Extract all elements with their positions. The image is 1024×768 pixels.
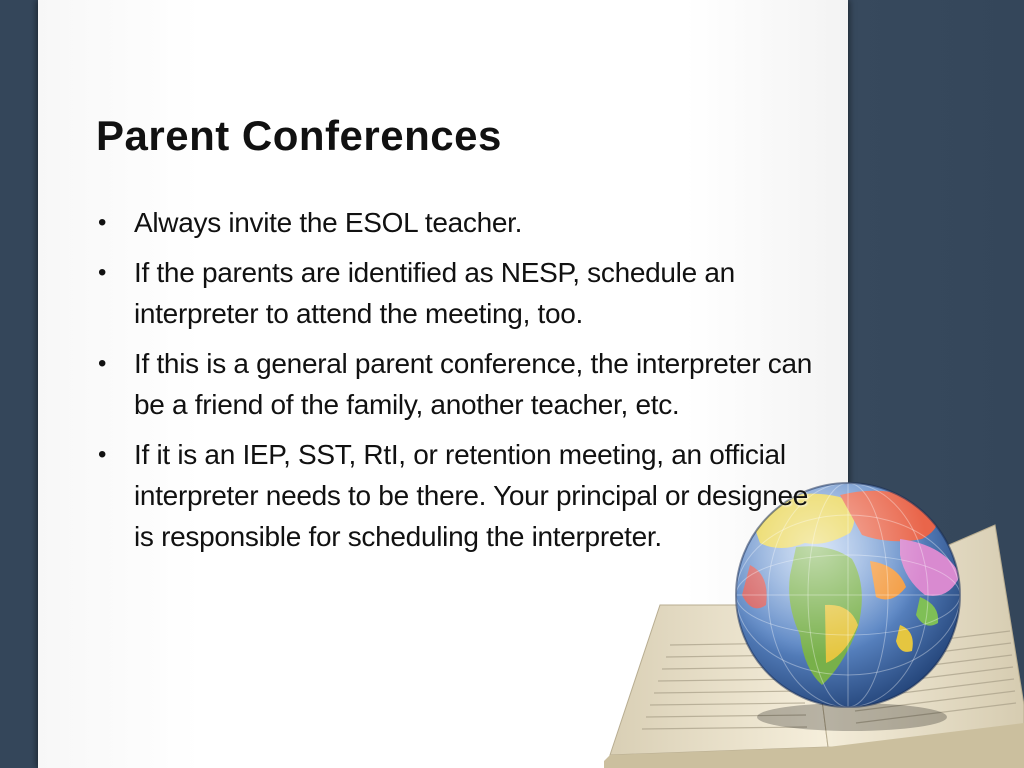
bullet-text: If this is a general parent conference, the interpreter can be a friend of the family, another teacher, etc.	[134, 348, 813, 420]
bullet-text: If the parents are identified as NESP, schedule an interpreter to attend the meeting, too.	[134, 257, 735, 329]
bullet-glyph: •	[98, 441, 107, 468]
bullet-item	[96, 343, 816, 425]
bullet-item	[96, 434, 816, 557]
slide-title: Parent Conferences	[96, 112, 502, 159]
bullet-item	[96, 252, 816, 334]
bullet-glyph: •	[98, 209, 107, 236]
bullet-glyph: •	[98, 259, 107, 286]
bullet-item	[96, 202, 816, 243]
bullet-text: If it is an IEP, SST, RtI, or retention meeting, an official interpreter needs to be there. Your principal or designee is responsible for scheduling the interpreter.	[134, 439, 809, 552]
bullet-text: Always invite the ESOL teacher.	[134, 207, 523, 238]
bullet-list	[96, 202, 816, 566]
bullet-glyph: •	[98, 350, 107, 377]
